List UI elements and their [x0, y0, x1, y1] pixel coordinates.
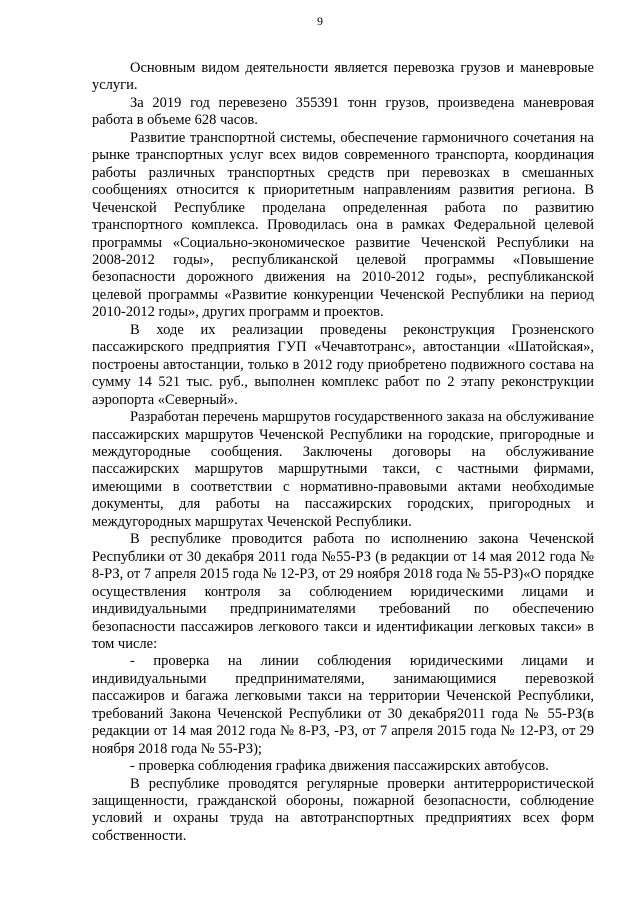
paragraph-main-activity: Основным видом деятельности является перевозка грузов и маневровые услуги.: [92, 60, 594, 94]
page-number: 9: [317, 14, 323, 28]
paragraph-reconstruction: В ходе их реализации проведены реконструкция Грозненского пассажирского предприятия ГУП «Чечавтотранс», автостанции «Шатойская», построены автостанции, только в 2012 году приобретено подвижного состава на сумму 14 521 тыс. руб., выполнен комплекс работ по 2 этапу реконструкции аэропорта «Северный».: [92, 321, 594, 408]
list-item-schedule-inspection: - проверка соблюдения графика движения пассажирских автобусов.: [130, 758, 549, 775]
paragraph-cargo-2019: За 2019 год перевезено 355391 тонн грузов, произведена маневровая работа в объеме 628 часов.: [92, 94, 594, 129]
paragraph-law-execution: В республике проводится работа по исполнению закона Чеченской Республики от 30 декабря 2011 года №55-РЗ (в редакции от 14 мая 2012 года № 8-РЗ, от 7 апреля 2015 года № 12-РЗ, от 29 ноября 2018 года № 55-РЗ)«О порядке осуществления контроля за соблюдением юридическими лицами и индивидуальными предпринимателями требований по обеспечению безопасности пассажиров легкового такси и идентификации легковых такси» в том числе:: [92, 531, 594, 652]
list-item-line-inspection: - проверка на линии соблюдения юридическими лицами и индивидуальными предпринимателями, занимающимися перевозкой пассажиров и багажа легковыми такси на территории Чеченской Республики, требований Закона Чеченской Республики от 30 декабря2011 года № 55-РЗ(в редакции от 14 мая 2012 года № 8-РЗ, -РЗ, от 7 апреля 2015 года № 12-РЗ, от 29 ноября 2018 года № 55-РЗ);: [92, 653, 594, 757]
paragraph-transport-development: Развитие транспортной системы, обеспечение гармоничного сочетания на рынке транспортных услуг всех видов современного транспорта, координация работы различных транспортных средств при перевозках в смешанных сообщениях относится к приоритетным направлениям развития региона. В Чеченской Республике проделана определенная работа по развитию транспортного комплекса. Проводилась она в рамках Федеральной целевой программы «Социально-экономическое развитие Чеченской Республики на 2008-2012 годы», республиканской целевой программы «Повышение безопасности дорожного движения на 2010-2012 годы», республиканской целевой программы «Развитие конкуренции Чеченской Республики на период 2010-2012 годы», других программ и проектов.: [92, 129, 594, 321]
document-body: [92, 60, 594, 845]
paragraph-route-list: Разработан перечень маршрутов государственного заказа на обслуживание пассажирских маршрутов Чеченской Республики на городские, пригородные и междугородные сообщения. Заключены договоры на обслуживание пассажирских маршрутов маршрутными такси, с частными фирмами, имеющими в соответствии с нормативно-правовыми актами необходимые документы, для работы на пассажирских городских, пригородных и междугородных маршрутах Чеченской Республики.: [92, 409, 594, 530]
paragraph-regular-inspections: В республике проводятся регулярные проверки антитеррористической защищенности, гражданской обороны, пожарной безопасности, соблюдение условий и охраны труда на автотранспортных предприятиях всех форм собственности.: [92, 775, 594, 844]
